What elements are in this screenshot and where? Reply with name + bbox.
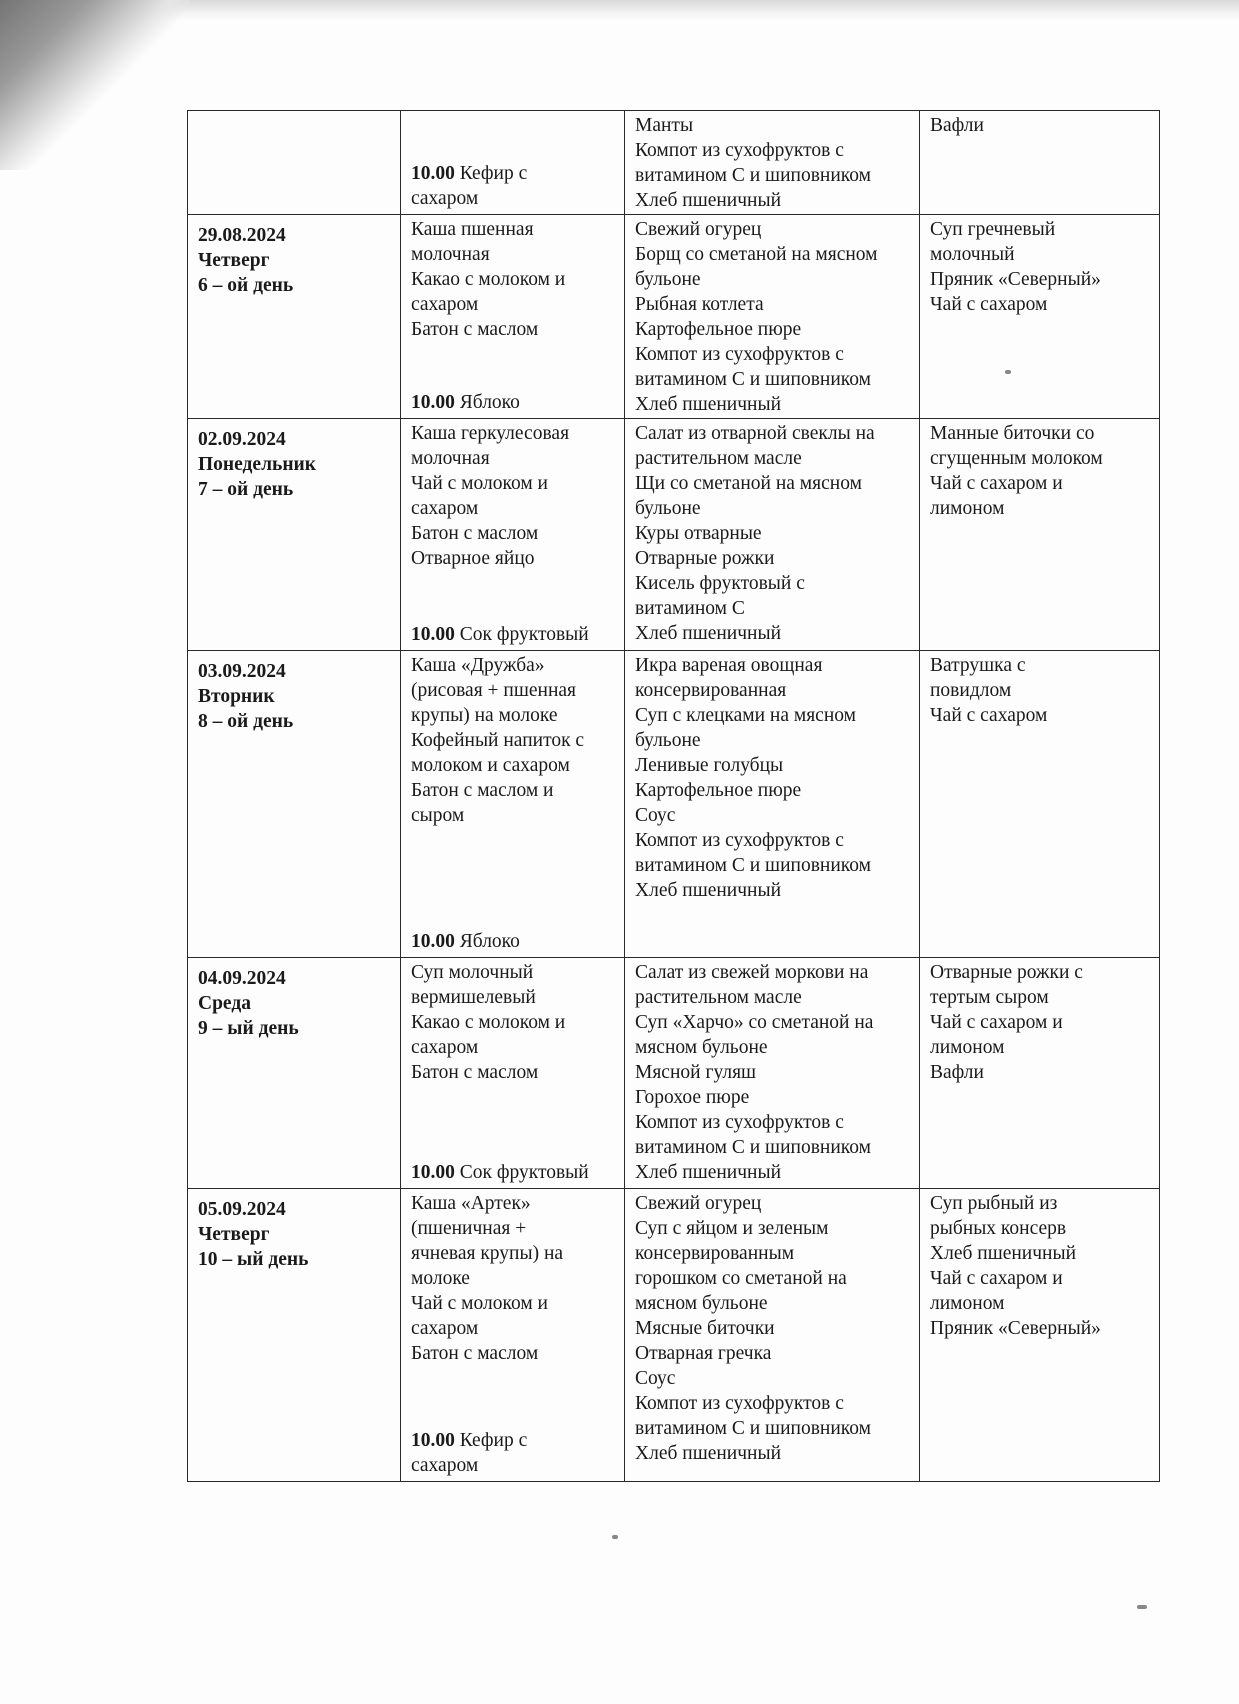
snack-item: Яблоко: [459, 392, 520, 413]
lunch-item: бульоне: [635, 269, 701, 290]
menu-row: [188, 215, 1160, 419]
afternoon-snack-item: Хлеб пшеничный: [930, 1243, 1077, 1264]
lunch-item: Мясной гуляш: [635, 1062, 757, 1083]
lunch-cell: [625, 958, 920, 1189]
lunch-item: Суп с яйцом и зеленым: [635, 1218, 829, 1239]
snack-item-continued: сахаром: [411, 1455, 479, 1476]
afternoon-snack-item: повидлом: [930, 680, 1012, 701]
breakfast-item: сахаром: [411, 294, 479, 315]
lunch-item: Куры отварные: [635, 523, 762, 544]
lunch-item: Компот из сухофруктов с: [635, 1393, 844, 1414]
lunch-item: растительном масле: [635, 987, 802, 1008]
lunch-item: Свежий огурец: [635, 219, 762, 240]
snack-time: 10.00: [411, 392, 455, 413]
date-cell: [188, 651, 401, 958]
lunch-item: консервированная: [635, 680, 787, 701]
afternoon-snack-cell: [920, 958, 1160, 1189]
date-cell: [188, 215, 401, 419]
day-number-text: 7 – ой день: [198, 479, 294, 500]
menu-row: [188, 958, 1160, 1189]
lunch-item: витамином С и шиповником: [635, 165, 871, 186]
weekday-text: Понедельник: [198, 454, 317, 475]
lunch-item: Борщ со сметаной на мясном: [635, 244, 878, 265]
breakfast-item: сахаром: [411, 1318, 479, 1339]
day-number-text: 8 – ой день: [198, 711, 294, 732]
snack-time: 10.00: [411, 163, 455, 184]
date-text: 04.09.2024: [198, 968, 286, 989]
afternoon-snack-item: Суп рыбный из: [930, 1193, 1058, 1214]
lunch-item: Свежий огурец: [635, 1193, 762, 1214]
lunch-item: Кисель фруктовый с: [635, 573, 805, 594]
lunch-cell: [625, 1189, 920, 1482]
breakfast-item: Каша геркулесовая: [411, 423, 570, 444]
snack-item: Сок фруктовый: [459, 1162, 589, 1183]
weekday-text: Вторник: [198, 686, 275, 707]
afternoon-snack-item: молочный: [930, 244, 1015, 265]
afternoon-snack-cell: [920, 1189, 1160, 1482]
lunch-cell: [625, 111, 920, 215]
lunch-item: Хлеб пшеничный: [635, 1443, 782, 1464]
breakfast-item: Батон с маслом: [411, 1343, 539, 1364]
lunch-item: витамином С и шиповником: [635, 369, 871, 390]
lunch-cell: [625, 215, 920, 419]
snack-item: Яблоко: [459, 931, 520, 952]
afternoon-snack-item: Ватрушка с: [930, 655, 1026, 676]
weekday-text: Четверг: [198, 1224, 270, 1245]
snack-block: [411, 1160, 589, 1185]
lunch-item: Икра вареная овощная: [635, 655, 823, 676]
lunch-item: Суп «Харчо» со сметаной на: [635, 1012, 874, 1033]
breakfast-item: (рисовая + пшенная: [411, 680, 577, 701]
lunch-item: горошком со сметаной на: [635, 1268, 847, 1289]
breakfast-item: Кофейный напиток с: [411, 730, 585, 751]
date-text: 05.09.2024: [198, 1199, 286, 1220]
breakfast-item: (пшеничная +: [411, 1218, 527, 1239]
menu-table-body: [188, 111, 1160, 1482]
day-number-text: 6 – ой день: [198, 275, 294, 296]
afternoon-snack-item: Чай с сахаром и: [930, 1012, 1063, 1033]
menu-row: [188, 1189, 1160, 1482]
lunch-item: витамином С и шиповником: [635, 1418, 871, 1439]
breakfast-cell: [401, 958, 625, 1189]
lunch-item: Хлеб пшеничный: [635, 190, 782, 211]
weekday-text: Четверг: [198, 250, 270, 271]
weekday-text: Среда: [198, 993, 251, 1014]
afternoon-snack-item: лимоном: [930, 1293, 1005, 1314]
breakfast-item: молочная: [411, 448, 490, 469]
snack-block: [411, 390, 520, 415]
lunch-item: Компот из сухофруктов с: [635, 1112, 844, 1133]
date-cell: [188, 1189, 401, 1482]
snack-block: [411, 929, 520, 954]
lunch-item: витамином С и шиповником: [635, 855, 871, 876]
snack-time: 10.00: [411, 931, 455, 952]
snack-block: [411, 161, 527, 211]
menu-row: [188, 651, 1160, 958]
lunch-item: Мясные биточки: [635, 1318, 775, 1339]
lunch-item: бульоне: [635, 730, 701, 751]
scan-speck: [1005, 370, 1011, 374]
breakfast-item: Батон с маслом: [411, 523, 539, 544]
breakfast-item: сахаром: [411, 498, 479, 519]
lunch-item: Салат из отварной свеклы на: [635, 423, 875, 444]
breakfast-item: Какао с молоком и: [411, 269, 566, 290]
breakfast-item: Отварное яйцо: [411, 548, 535, 569]
breakfast-item: молочная: [411, 244, 490, 265]
snack-time: 10.00: [411, 624, 455, 645]
breakfast-item: Чай с молоком и: [411, 473, 548, 494]
lunch-item: Компот из сухофруктов с: [635, 344, 844, 365]
lunch-item: Компот из сухофруктов с: [635, 140, 844, 161]
afternoon-snack-cell: [920, 111, 1160, 215]
breakfast-item: сахаром: [411, 1037, 479, 1058]
menu-row: [188, 419, 1160, 651]
lunch-item: витамином С: [635, 598, 745, 619]
lunch-item: Хлеб пшеничный: [635, 1162, 782, 1183]
afternoon-snack-item: лимоном: [930, 1037, 1005, 1058]
breakfast-item: крупы) на молоке: [411, 705, 558, 726]
breakfast-item: Каша пшенная: [411, 219, 534, 240]
lunch-item: Картофельное пюре: [635, 319, 802, 340]
date-cell: [188, 419, 401, 651]
scan-speck: [1137, 1605, 1147, 1609]
lunch-item: мясном бульоне: [635, 1037, 768, 1058]
day-number-text: 10 – ый день: [198, 1249, 309, 1270]
lunch-cell: [625, 419, 920, 651]
afternoon-snack-item: лимоном: [930, 498, 1005, 519]
lunch-item: Хлеб пшеничный: [635, 394, 782, 415]
lunch-item: Щи со сметаной на мясном: [635, 473, 862, 494]
afternoon-snack-item: Чай с сахаром и: [930, 1268, 1063, 1289]
date-text: 02.09.2024: [198, 429, 286, 450]
breakfast-cell: [401, 651, 625, 958]
lunch-item: консервированным: [635, 1243, 795, 1264]
lunch-item: Отварная гречка: [635, 1343, 772, 1364]
lunch-item: Суп с клецками на мясном: [635, 705, 856, 726]
lunch-cell: [625, 651, 920, 958]
lunch-item: Картофельное пюре: [635, 780, 802, 801]
menu-row: [188, 111, 1160, 215]
afternoon-snack-item: Отварные рожки с: [930, 962, 1083, 983]
breakfast-item: Чай с молоком и: [411, 1293, 548, 1314]
breakfast-item: Каша «Дружба»: [411, 655, 545, 676]
snack-item: Кефир с: [459, 163, 528, 184]
afternoon-snack-item: Пряник «Северный»: [930, 1318, 1101, 1339]
afternoon-snack-cell: [920, 215, 1160, 419]
lunch-item: Соус: [635, 1368, 676, 1389]
breakfast-item: ячневая крупы) на: [411, 1243, 564, 1264]
lunch-item: Отварные рожки: [635, 548, 775, 569]
breakfast-item: сыром: [411, 805, 465, 826]
date-cell: [188, 111, 401, 215]
breakfast-item: молоком и сахаром: [411, 755, 570, 776]
snack-item-continued: сахаром: [411, 188, 479, 209]
afternoon-snack-item: Чай с сахаром и: [930, 473, 1063, 494]
lunch-item: витамином С и шиповником: [635, 1137, 871, 1158]
breakfast-item: Суп молочный: [411, 962, 534, 983]
lunch-item: Ленивые голубцы: [635, 755, 784, 776]
menu-table: [187, 110, 1160, 1482]
lunch-item: Хлеб пшеничный: [635, 880, 782, 901]
afternoon-snack-item: Вафли: [930, 1062, 984, 1083]
afternoon-snack-item: Пряник «Северный»: [930, 269, 1101, 290]
breakfast-cell: [401, 215, 625, 419]
breakfast-item: Батон с маслом: [411, 1062, 539, 1083]
breakfast-item: Батон с маслом и: [411, 780, 554, 801]
afternoon-snack-item: рыбных консерв: [930, 1218, 1067, 1239]
breakfast-item: вермишелевый: [411, 987, 536, 1008]
date-text: 29.08.2024: [198, 225, 286, 246]
date-text: 03.09.2024: [198, 661, 286, 682]
breakfast-cell: [401, 419, 625, 651]
lunch-item: растительном масле: [635, 448, 802, 469]
afternoon-snack-item: Вафли: [930, 115, 984, 136]
date-cell: [188, 958, 401, 1189]
lunch-item: Компот из сухофруктов с: [635, 830, 844, 851]
breakfast-item: молоке: [411, 1268, 470, 1289]
afternoon-snack-item: сгущенным молоком: [930, 448, 1103, 469]
afternoon-snack-item: Чай с сахаром: [930, 705, 1048, 726]
lunch-item: Салат из свежей моркови на: [635, 962, 869, 983]
breakfast-cell: [401, 1189, 625, 1482]
lunch-item: бульоне: [635, 498, 701, 519]
snack-time: 10.00: [411, 1162, 455, 1183]
afternoon-snack-cell: [920, 419, 1160, 651]
afternoon-snack-item: Суп гречневый: [930, 219, 1056, 240]
scan-speck: [612, 1535, 618, 1539]
afternoon-snack-item: Чай с сахаром: [930, 294, 1048, 315]
afternoon-snack-item: Манные биточки со: [930, 423, 1095, 444]
breakfast-item: Батон с маслом: [411, 319, 539, 340]
lunch-item: Горохое пюре: [635, 1087, 750, 1108]
afternoon-snack-cell: [920, 651, 1160, 958]
snack-time: 10.00: [411, 1430, 455, 1451]
lunch-item: Манты: [635, 115, 694, 136]
lunch-item: Хлеб пшеничный: [635, 623, 782, 644]
breakfast-cell: [401, 111, 625, 215]
lunch-item: Рыбная котлета: [635, 294, 764, 315]
snack-item: Сок фруктовый: [459, 624, 589, 645]
snack-block: [411, 622, 589, 647]
day-number-text: 9 – ый день: [198, 1018, 299, 1039]
scan-folded-corner: [0, 0, 190, 170]
snack-block: [411, 1428, 527, 1478]
lunch-item: мясном бульоне: [635, 1293, 768, 1314]
snack-item: Кефир с: [459, 1430, 528, 1451]
breakfast-item: Какао с молоком и: [411, 1012, 566, 1033]
afternoon-snack-item: тертым сыром: [930, 987, 1049, 1008]
lunch-item: Соус: [635, 805, 676, 826]
breakfast-item: Каша «Артек»: [411, 1193, 531, 1214]
